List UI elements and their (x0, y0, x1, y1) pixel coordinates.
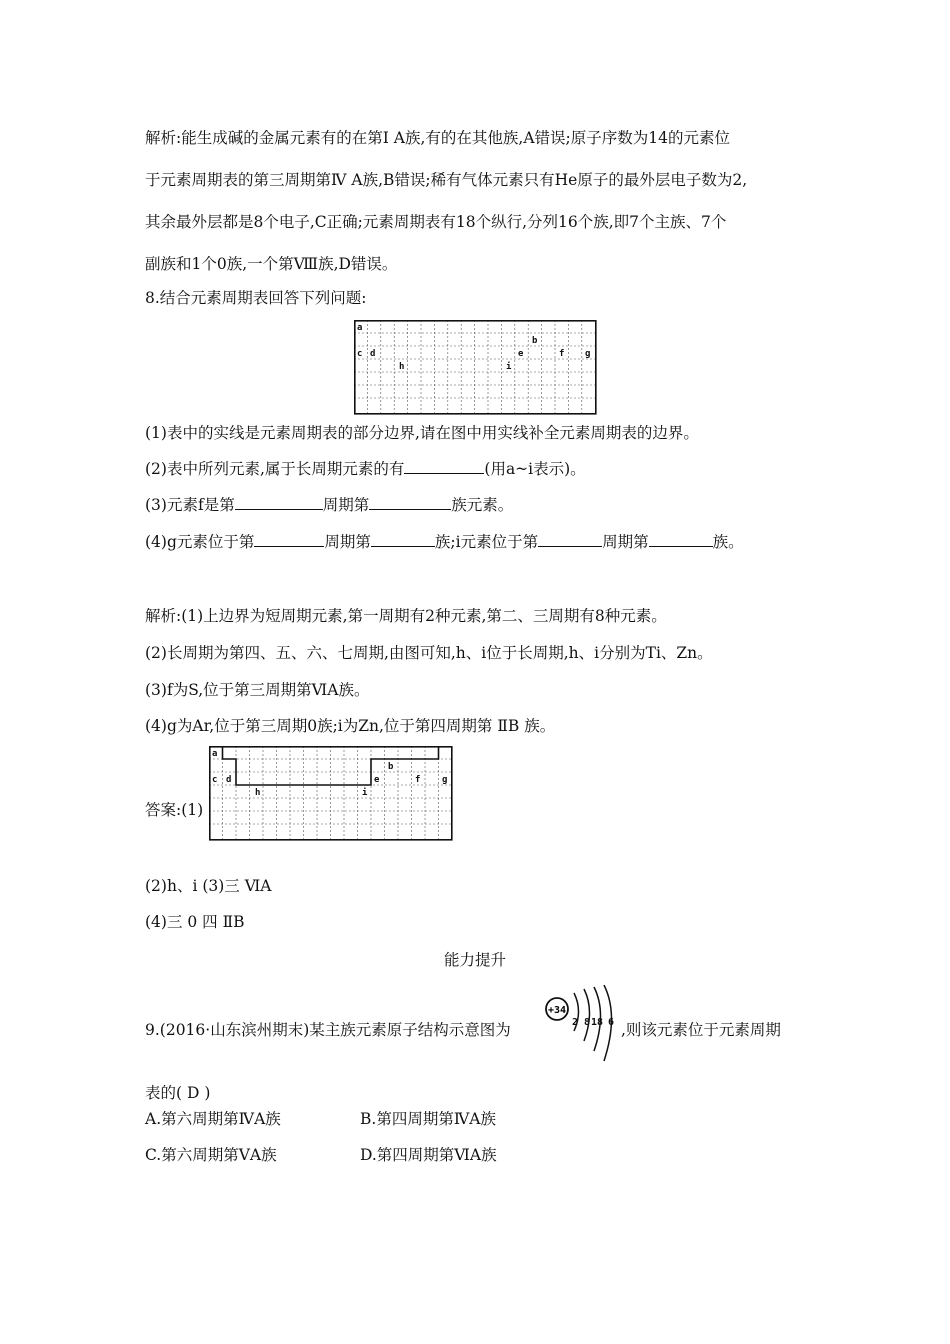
answer-blank-g-period[interactable] (254, 531, 324, 547)
shell-electrons-1: 2 (572, 1017, 579, 1028)
question9-stem-c: 表的( D ) (145, 1084, 211, 1102)
answer-blank-f-period[interactable] (235, 494, 323, 510)
explanation7-line3: 其余最外层都是8个电子,C正确;元素周期表有18个纵行,分列16个族,即7个主族、7个 (145, 213, 727, 231)
answer-blank-g-group[interactable] (371, 531, 435, 547)
explanation7-line2: 于元素周期表的第三周期第Ⅳ A族,B错误;稀有气体元素只有He原子的最外层电子数为2, (145, 171, 748, 189)
option-b[interactable]: B.第四周期第ⅣA族 (360, 1110, 496, 1128)
option-c[interactable]: C.第六周期第ⅤA族 (145, 1146, 277, 1164)
question8-sub2: (2)表中所列元素,属于长周期元素的有 (用a~i表示)。 (145, 460, 586, 478)
answer-blank-f-group[interactable] (369, 494, 451, 510)
answer-blank-long-period[interactable] (404, 458, 484, 474)
grid-label-h: h (399, 362, 405, 372)
answer-grid-label-c: c (212, 775, 218, 785)
answer8-line2: (2)h、i (3)三 ⅥA (145, 877, 272, 895)
answer-grid-label-h: h (255, 788, 261, 798)
question9-stem-a: 9.(2016·山东滨州期末)某主族元素原子结构示意图为 (145, 1021, 511, 1039)
nucleus-charge: +34 (547, 1005, 567, 1016)
explanation8-line2: (2)长周期为第四、五、六、七周期,由图可知,h、i位于长周期,h、i分别为Ti、Zn。 (145, 644, 713, 662)
periodic-table-grid (354, 320, 598, 416)
option-a[interactable]: A.第六周期第ⅣA族 (145, 1110, 281, 1128)
grid-label-b: b (532, 336, 538, 346)
grid-label-c: c (357, 349, 363, 359)
question9-stem-b: ,则该元素位于元素周期 (621, 1021, 781, 1039)
shell-electrons-4: 6 (608, 1017, 615, 1028)
grid-label-a: a (357, 323, 363, 333)
option-d[interactable]: D.第四周期第ⅥA族 (360, 1146, 497, 1164)
explanation8-line3: (3)f为S,位于第三周期第ⅥA族。 (145, 681, 370, 699)
question8-stem: 8.结合元素周期表回答下列问题: (145, 289, 367, 307)
question8-sub3: (3)元素f是第 周期第 族元素。 (145, 496, 514, 514)
answer-grid-label-f: f (415, 775, 421, 785)
question8-sub4: (4)g元素位于第 周期第 族;i元素位于第 周期第 族。 (145, 533, 744, 551)
explanation8-line1: 解析:(1)上边界为短周期元素,第一周期有2种元素,第二、三周期有8种元素。 (145, 607, 667, 625)
section-title: 能力提升 (443, 951, 506, 969)
answer-blank-i-group[interactable] (649, 531, 713, 547)
answer8-line3: (4)三 0 四 ⅡB (145, 913, 245, 931)
shell-electrons-2: 8 (584, 1017, 591, 1028)
grid-label-i: i (506, 362, 512, 372)
answer-periodic-table-grid (209, 746, 454, 842)
explanation7-line1: 解析:能生成碱的金属元素有的在第Ⅰ A族,有的在其他族,A错误;原子序数为14的元素位 (145, 129, 730, 147)
answer-grid-label-a: a (212, 749, 218, 759)
answer-grid-label-b: b (388, 762, 394, 772)
question8-sub1: (1)表中的实线是元素周期表的部分边界,请在图中用实线补全元素周期表的边界。 (145, 424, 699, 442)
explanation8-line4: (4)g为Ar,位于第三周期0族;i为Zn,位于第四周期第 ⅡB 族。 (145, 717, 556, 735)
grid-label-g: g (585, 349, 591, 359)
atomic-structure-diagram (543, 985, 623, 1065)
answer-grid-label-e: e (374, 775, 380, 785)
answer-blank-i-period[interactable] (538, 531, 602, 547)
answer-grid-label-g: g (442, 775, 448, 785)
answer8-prefix: 答案:(1) (145, 801, 204, 819)
answer-grid-label-d: d (226, 775, 232, 785)
grid-label-e: e (518, 349, 524, 359)
explanation7-line4: 副族和1个0族,一个第Ⅷ族,D错误。 (145, 255, 398, 273)
grid-label-f: f (559, 349, 565, 359)
grid-label-d: d (370, 349, 376, 359)
answer-grid-label-i: i (362, 788, 368, 798)
shell-electrons-3: 18 (591, 1017, 604, 1028)
